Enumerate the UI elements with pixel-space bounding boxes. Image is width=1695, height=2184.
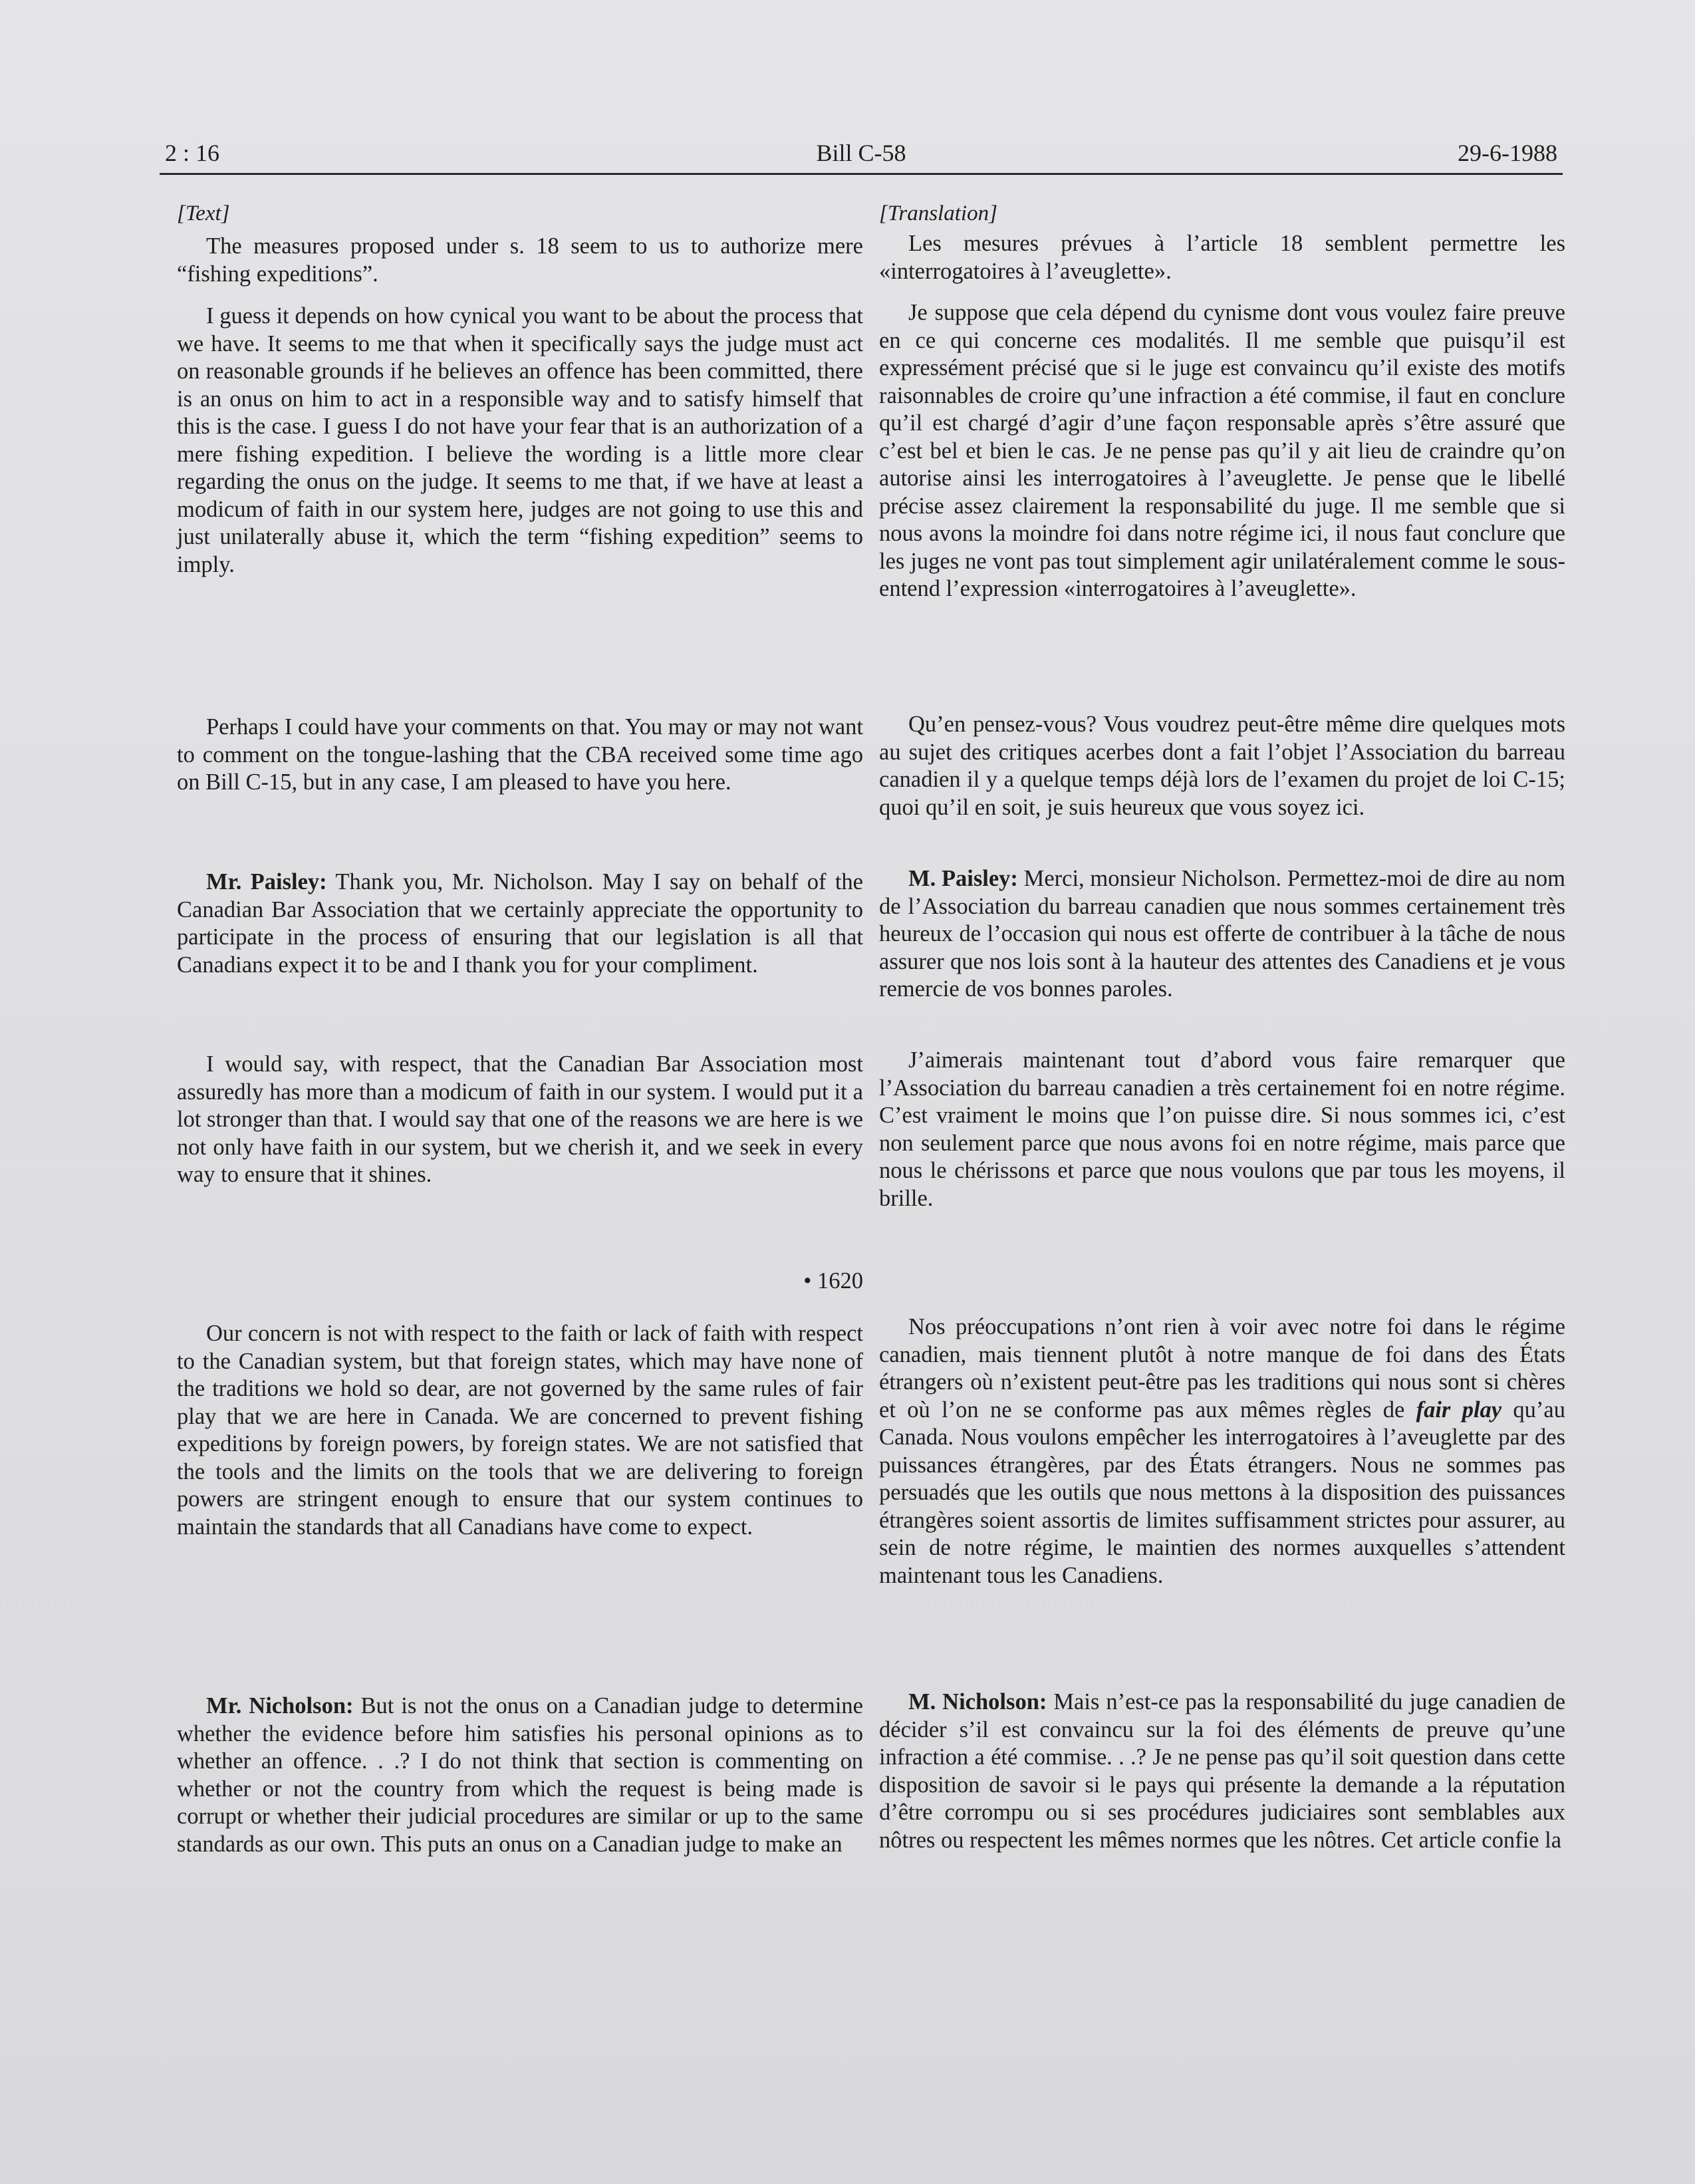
fair-play-term: fair play <box>1416 1397 1502 1423</box>
speech-text: Merci, monsieur Nicholson. Permettez-moi de dire au nom de l’Association du barreau canadien que nous sommes certainement très heureux de l’occasion qui nous est offerte de contribuer à la tâche de nous assurer que nos lois sont à la hauteur des attentes des Canadiens et je vous remercie de vos bonnes paroles. <box>879 866 1565 1002</box>
running-header <box>160 136 1563 175</box>
paragraph-4 <box>177 869 863 979</box>
time-stamp: • 1620 <box>803 1268 863 1294</box>
paragraph-7 <box>177 1693 863 1858</box>
paragraph-7 <box>879 1689 1565 1854</box>
speaker-name: M. Paisley: <box>908 866 1018 891</box>
paragraph-5: J’aimerais maintenant tout d’abord vous faire remarquer que l’Association du barreau canadien a très certainement foi en notre régime. C’est vraiment le moins que l’on puisse dire. Si nous sommes ici, c’est non seulement parce que nous avons foi en notre régime, mais parce que nous le chérissons et parce que nous voulons que par tous les moyens, il brille. <box>879 1047 1565 1211</box>
speech-text: But is not the onus on a Canadian judge to determine whether the evidence before him satisfies his personal opinions as to whether an offence. . .? I do not think that section is commenting on whether or not the country from which the request is being made is corrupt or whether their judicial procedures are similar or up to the same standards as our own. This puts an onus on a Canadian judge to make an <box>177 1693 863 1857</box>
paragraph-2: Je suppose que cela dépend du cynisme dont vous voulez faire preuve en ce qui concerne ces modalités. Il me semble que puisqu’il est expressément précisé que si le juge est convaincu qu’il existe des motifs raisonnables de croire qu’une infraction a été commise, il faut en conclure qu’il est chargé d’agir d’une façon responsable après s’être assuré que c’est bel et bien le cas. Je ne pense pas qu’il y ait lieu de craindre qu’on autorise ainsi les interrogatoires à l’aveuglette. Je pense que le libellé précise assez clairement la responsabilité du juge. Il me semble que si nous avons la moindre foi dans notre régime ici, il nous faut conclure que les juges ne vont pas tout simplement agir unilatéralement comme le sous-entend l’expression «interrogatoires à l’aveuglette». <box>879 300 1565 601</box>
translation-label: [Translation] <box>879 202 997 225</box>
paragraph-6: Nos préoccupations n’ont rien à voir avec notre foi dans le régime canadien, mais tiennent plutôt à notre manque de foi dans des États étrangers où n’existent peut-être pas les traditions qui nous sont si chères et où l’on ne se conforme pas aux mêmes règles de fair play qu’au Canada. Nous voulons empêcher les interrogatoires à l’aveuglette par des puissances étrangères, par des États étrangers. Nous ne sommes pas persuadés que les outils que nous mettons à la disposition des puissances étrangères soient assortis de limites suffisamment strictes pour assurer, au sein de notre régime, le maintien des normes auxquelles s’attendent maintenant tous les Canadiens. <box>879 1314 1565 1588</box>
page-number: 2 : 16 <box>165 140 220 166</box>
paragraph-6: Our concern is not with respect to the faith or lack of faith with respect to the Canadian system, but that foreign states, which may have none of the traditions we hold so dear, are not governed by the same rules of fair play that we are here in Canada. We are concerned to prevent fishing expeditions by foreign powers, by foreign states. We are not satisfied that the tools and the limits on the tools that we are delivering to foreign powers are stringent enough to ensure that our system continues to maintain the standards that all Canadians have come to expect. <box>177 1321 863 1540</box>
paragraph-5: I would say, with respect, that the Canadian Bar Association most assuredly has more than a modicum of faith in our system. I would put it a lot stronger than that. I would say that one of the reasons we are here is we not only have faith in our system, but we cherish it, and we seek in every way to ensure that it shines. <box>177 1051 863 1187</box>
speaker-name: Mr. Paisley: <box>206 869 327 894</box>
paragraph-3: Perhaps I could have your comments on that. You may or may not want to comment on the tongue-lashing that the CBA received some time ago on Bill C-15, but in any case, I am pleased to have you here. <box>177 714 863 795</box>
speaker-name: Mr. Nicholson: <box>206 1693 354 1718</box>
speaker-name: M. Nicholson: <box>908 1689 1047 1714</box>
paragraph-3: Qu’en pensez-vous? Vous voudrez peut-être même dire quelques mots au sujet des critiques acerbes dont a fait l’objet l’Association du barreau canadien il y a quelque temps déjà lors de l’examen du projet de loi C-15; quoi qu’il en soit, je suis heureux que vous soyez ici. <box>879 712 1565 820</box>
text-label: [Text] <box>177 202 230 225</box>
paragraph-1: The measures proposed under s. 18 seem to us to authorize mere “fishing expeditions”. <box>177 233 863 287</box>
speech-text: Mais n’est-ce pas la responsabilité du juge canadien de décider s’il est convaincu sur la foi des éléments de preuve qu’une infraction a été commise. . .? Je ne pense pas qu’il soit question dans cette disposition de savoir si le pays qui présente la demande a la réputation d’être corrompu ou si ses procédures judiciaires sont semblables aux nôtres ou respectent les mêmes normes que les nôtres. Cet article confie la <box>879 1689 1566 1853</box>
paragraph-1: Les mesures prévues à l’article 18 semblent permettre les «interrogatoires à l’aveuglette». <box>879 231 1565 284</box>
paragraph-4 <box>879 865 1565 1004</box>
header-date: 29-6-1988 <box>1458 140 1557 166</box>
paragraph-2: I guess it depends on how cynical you want to be about the process that we have. It seems to me that when it specifically says the judge must act on reasonable grounds if he believes an offence has been committed, there is an onus on him to act in a responsible way and to satisfy himself that this is the case. I guess I do not have your fear that is an authorization of a mere fishing expedition. I believe the wording is a little more clear regarding the onus on the judge. It seems to me that, if we have at least a modicum of faith in our system here, judges are not going to use this and just unilaterally abuse it, which the term “fishing expedition” seems to imply. <box>177 303 863 577</box>
speech-text: Thank you, Mr. Nicholson. May I say on behalf of the Canadian Bar Association that we certainly appreciate the opportunity to participate in the process of ensuring that our legislation is all that Canadians expect it to be and I thank you for your compliment. <box>177 869 863 978</box>
bill-title: Bill C-58 <box>816 140 906 166</box>
